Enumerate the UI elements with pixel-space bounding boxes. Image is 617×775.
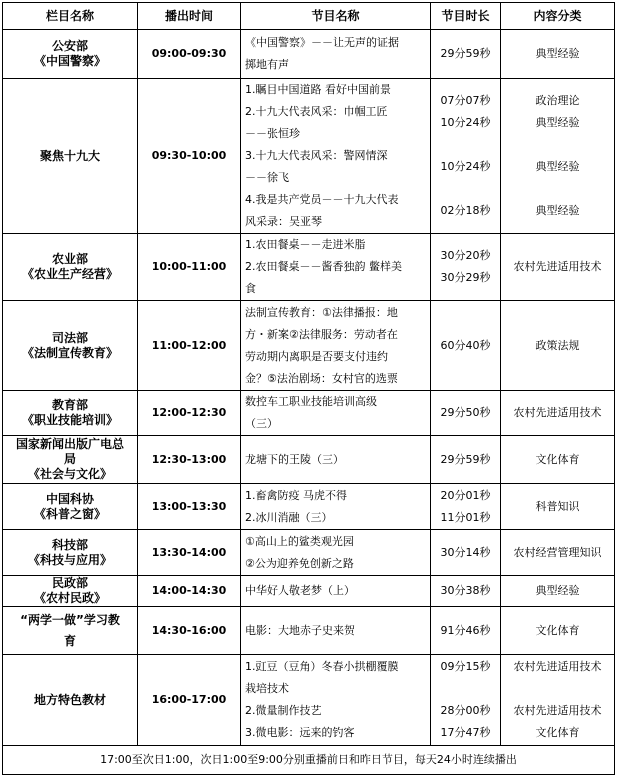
header-air-time: 播出时间	[138, 3, 241, 30]
duration-line: 28分00秒	[440, 704, 491, 717]
duration-cell: 29分59秒	[431, 436, 501, 484]
program-line: 数控车工职业技能培训高级	[245, 395, 377, 408]
program-line: 电影：大地赤子史来贺	[245, 623, 355, 637]
table-row	[3, 301, 615, 391]
header-category: 内容分类	[501, 3, 615, 30]
duration-cell: 30分14秒	[431, 530, 501, 576]
category-line: 政治理论	[535, 94, 580, 107]
category-cell	[501, 79, 615, 234]
column-name-line: 地方特色教材	[33, 692, 106, 707]
program-line: ①高山上的鲨类观光园	[245, 534, 354, 548]
footer-row	[3, 746, 615, 775]
program-name-cell	[241, 301, 431, 391]
column-name-cell	[3, 484, 138, 530]
duration-line: 30分20秒	[440, 249, 491, 262]
category-cell: 典型经验	[501, 30, 615, 79]
column-name-line: 局	[63, 452, 76, 466]
table-row	[3, 655, 615, 746]
column-name-cell	[3, 607, 138, 655]
column-name-cell	[3, 301, 138, 391]
air-time-cell: 09:00-09:30	[138, 30, 241, 79]
program-line: 龙塘下的王陵（三）	[245, 452, 344, 466]
program-name-cell	[241, 484, 431, 530]
program-line: ②公为迎养免创新之路	[245, 556, 354, 570]
duration-line: 17分47秒	[440, 726, 491, 739]
column-name-cell	[3, 79, 138, 234]
column-name-line: 《农业生产经营》	[21, 267, 118, 281]
column-name-cell	[3, 436, 138, 484]
column-name-cell	[3, 391, 138, 436]
header-column-name: 栏目名称	[3, 3, 138, 30]
duration-cell	[431, 655, 501, 746]
duration-cell: 30分38秒	[431, 576, 501, 607]
air-time-cell: 14:00-14:30	[138, 576, 241, 607]
air-time-cell: 13:00-13:30	[138, 484, 241, 530]
schedule-table	[2, 2, 615, 775]
program-line: 2.冰川消融（三）	[245, 510, 333, 524]
table-row	[3, 234, 615, 301]
duration-cell	[431, 79, 501, 234]
table-row	[3, 79, 615, 234]
program-line: 1.农田餐桌－－走进米脂	[245, 238, 366, 251]
program-line: 1.豇豆（豆角）冬春小拱棚覆膜	[245, 660, 399, 673]
table-row	[3, 30, 615, 79]
air-time-cell: 13:30-14:00	[138, 530, 241, 576]
column-name-line: 教育部	[51, 398, 88, 412]
table-row	[3, 607, 615, 655]
category-line: 典型经验	[535, 160, 580, 173]
program-line: 劳动期内离职是否要支付违约	[245, 349, 388, 363]
program-line: 1.畜禽防疫 马虎不得	[245, 488, 347, 502]
column-name-cell	[3, 30, 138, 79]
program-line: 方・新案②法律服务：劳动者在	[245, 327, 398, 341]
air-time-cell: 10:00-11:00	[138, 234, 241, 301]
program-line: 4.我是共产党员－－十九大代表	[245, 193, 399, 206]
header-program-name: 节目名称	[241, 3, 431, 30]
duration-line: 07分07秒	[440, 94, 491, 107]
category-line: 农村先进适用技术	[513, 704, 602, 717]
duration-cell: 29分50秒	[431, 391, 501, 436]
program-line: －－张恒珍	[245, 127, 300, 140]
duration-cell	[431, 234, 501, 301]
program-line: 2.十九大代表风采：巾帼工匠	[245, 105, 388, 118]
duration-cell: 60分40秒	[431, 301, 501, 391]
table-row	[3, 436, 615, 484]
category-cell: 文化体育	[501, 436, 615, 484]
program-name-cell	[241, 30, 431, 79]
header-duration: 节目时长	[431, 3, 501, 30]
program-line: 法制宣传教育：①法律播报：地	[245, 305, 398, 319]
category-cell: 典型经验	[501, 576, 615, 607]
column-name-line: 《农村民政》	[33, 591, 106, 605]
column-name-line: 司法部	[51, 330, 88, 345]
column-name-line: 《科技与应用》	[27, 552, 112, 567]
program-line: 金？⑤法治剧场：女村官的选票	[245, 371, 398, 385]
duration-cell	[431, 484, 501, 530]
duration-line: 09分15秒	[440, 660, 491, 673]
program-name-cell	[241, 530, 431, 576]
column-name-line: 中国科协	[45, 491, 94, 506]
duration-line: 10分24秒	[440, 160, 491, 173]
column-name-line: 《社会与文化》	[27, 467, 112, 481]
column-name-line: 公安部	[51, 39, 88, 53]
air-time-cell: 14:30-16:00	[138, 607, 241, 655]
duration-line: 11分01秒	[440, 510, 491, 524]
column-name-cell	[3, 655, 138, 746]
category-line: 文化体育	[535, 726, 580, 739]
duration-line: 02分18秒	[440, 204, 491, 217]
air-time-cell: 12:30-13:00	[138, 436, 241, 484]
column-name-line: 聚焦十九大	[39, 148, 100, 163]
program-line: 中华好人敬老梦（上）	[245, 584, 355, 597]
program-line: 2.微量制作技艺	[245, 704, 322, 717]
program-name-cell	[241, 79, 431, 234]
category-line: 典型经验	[535, 204, 580, 217]
duration-line: 20分01秒	[440, 488, 491, 502]
category-cell: 农村先进适用技术	[501, 391, 615, 436]
program-line: 3.微电影：远来的钓客	[245, 726, 355, 739]
air-time-cell: 11:00-12:00	[138, 301, 241, 391]
program-name-cell	[241, 607, 431, 655]
program-name-cell	[241, 655, 431, 746]
column-name-line: 农业部	[51, 252, 88, 266]
program-line: －－徐飞	[245, 171, 289, 184]
column-name-cell	[3, 530, 138, 576]
duration-line: 30分29秒	[440, 271, 491, 284]
column-name-cell	[3, 234, 138, 301]
column-name-line: 民政部	[51, 576, 88, 590]
column-name-line: 《科普之窗》	[33, 506, 106, 521]
air-time-cell: 09:30-10:00	[138, 79, 241, 234]
column-name-line: 国家新闻出版广电总	[15, 437, 124, 451]
program-line: 掷地有声	[245, 58, 289, 71]
program-line: （三）	[245, 417, 278, 430]
program-name-cell	[241, 436, 431, 484]
program-line: 食	[245, 282, 256, 295]
duration-line: 10分24秒	[440, 116, 491, 129]
category-cell: 文化体育	[501, 607, 615, 655]
column-name-line: “两学一做”学习教	[20, 612, 120, 627]
table-row	[3, 484, 615, 530]
program-line: 《中国警察》－－让无声的证据	[245, 36, 399, 49]
category-cell: 农村先进适用技术	[501, 234, 615, 301]
program-name-cell	[241, 234, 431, 301]
duration-cell: 29分59秒	[431, 30, 501, 79]
column-name-cell	[3, 576, 138, 607]
category-cell: 政策法规	[501, 301, 615, 391]
program-name-cell	[241, 391, 431, 436]
air-time-cell: 16:00-17:00	[138, 655, 241, 746]
program-line: 栽培技术	[245, 682, 289, 695]
air-time-cell: 12:00-12:30	[138, 391, 241, 436]
duration-cell: 91分46秒	[431, 607, 501, 655]
program-line: 2.农田餐桌－－酱香独韵 鳖样美	[245, 260, 402, 273]
program-line: 风采录：吴亚琴	[245, 215, 322, 228]
program-name-cell	[241, 576, 431, 607]
program-line: 1.瞩目中国道路 看好中国前景	[245, 83, 391, 96]
category-cell	[501, 655, 615, 746]
column-name-line: 育	[63, 633, 76, 648]
category-line: 农村先进适用技术	[513, 660, 602, 673]
table-row	[3, 576, 615, 607]
column-name-line: 《中国警察》	[33, 54, 106, 68]
table-row	[3, 530, 615, 576]
category-cell: 科普知识	[501, 484, 615, 530]
category-cell: 农村经营管理知识	[501, 530, 615, 576]
category-line: 典型经验	[535, 116, 580, 129]
header-row	[3, 3, 615, 30]
program-line: 3.十九大代表风采：警网情深	[245, 149, 388, 162]
column-name-line: 《职业技能培训》	[21, 413, 118, 427]
column-name-line: 科技部	[51, 537, 88, 552]
table-row	[3, 391, 615, 436]
column-name-line: 《法制宣传教育》	[21, 345, 118, 360]
footer-note: 17:00至次日1:00，次日1:00至9:00分别重播前日和昨日节目，每天24小时连续播出	[3, 746, 615, 775]
